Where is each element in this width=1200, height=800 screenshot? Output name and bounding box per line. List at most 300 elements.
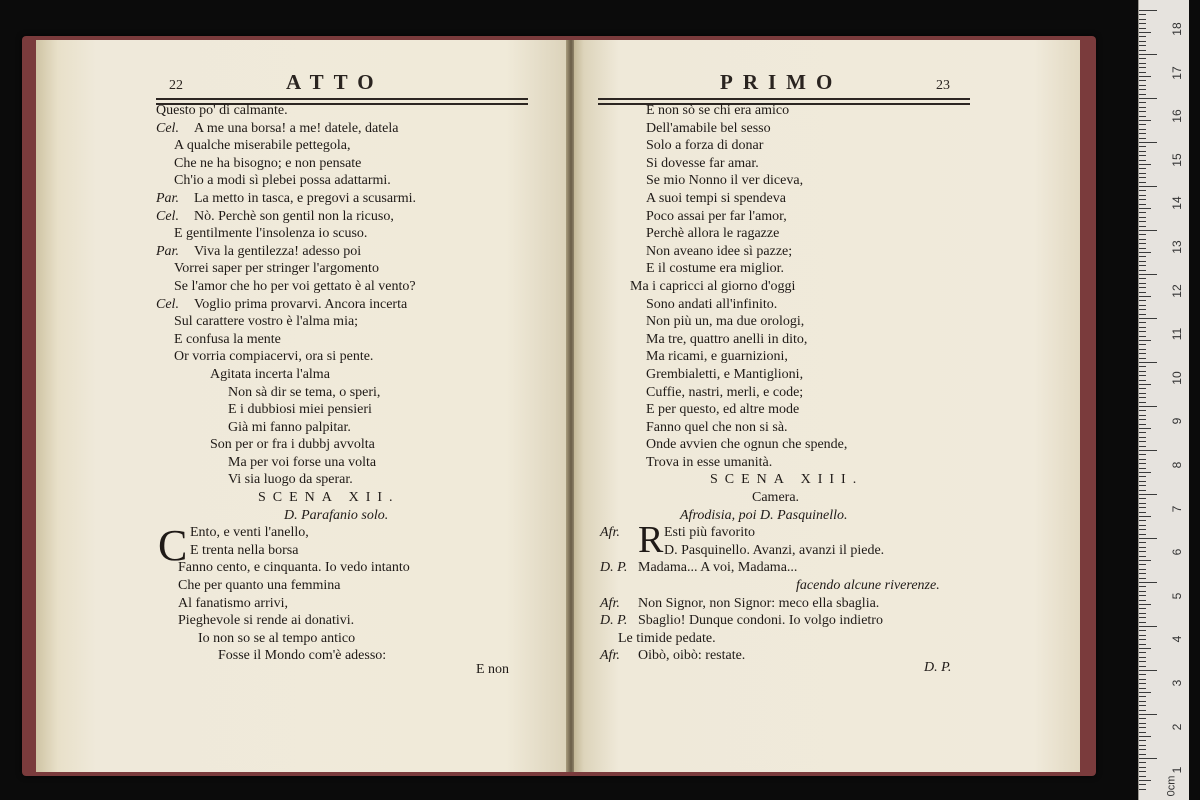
verse-text: Fanno cento, e cinquanta. Io vedo intanto	[178, 560, 410, 576]
ruler-tick	[1139, 208, 1151, 209]
ruler-tick	[1139, 745, 1146, 746]
scene-heading: SCENA XIII.	[710, 472, 864, 488]
ruler-tick	[1139, 380, 1146, 381]
ruler-tick	[1139, 415, 1146, 416]
ruler-number: 15	[1170, 153, 1184, 167]
ruler-tick	[1139, 28, 1146, 29]
text-line	[36, 577, 572, 595]
text-line	[574, 243, 1080, 261]
verse-text: Ma per voi forse una volta	[228, 454, 377, 470]
left-page-number: 22	[169, 78, 183, 93]
ruler-tick	[1139, 767, 1146, 768]
ruler-tick	[1139, 292, 1146, 293]
dialogue-line	[574, 647, 1080, 665]
ruler-number: 17	[1170, 65, 1184, 80]
ruler-tick	[1139, 538, 1157, 539]
verse-text: E non sò se chi era amico	[646, 103, 790, 118]
ruler-number: 2	[1170, 723, 1184, 730]
verse-text: Voglio prima provarvi. Ancora incerta	[194, 296, 408, 312]
text-line	[36, 155, 572, 173]
verse-text: A suoi tempi si spendeva	[646, 190, 786, 206]
verse-text: Fanno quel che non si sà.	[646, 419, 788, 435]
verse-text: Cuffie, nastri, merli, e code;	[646, 384, 804, 400]
ruler-tick	[1139, 72, 1146, 73]
ruler-tick	[1139, 287, 1146, 288]
ruler-tick	[1139, 239, 1146, 240]
verse-text: E confusa la mente	[174, 331, 281, 347]
measuring-ruler	[1138, 0, 1189, 800]
ruler-tick	[1139, 560, 1151, 561]
ruler-tick	[1139, 525, 1146, 526]
ruler-tick	[1139, 648, 1151, 649]
dialogue-text: Non Signor, non Signor: meco ella sbaglia.	[638, 595, 880, 611]
verse-text: Che per quanto una femmina	[178, 578, 341, 594]
verse-text: Fosse il Mondo com'è adesso:	[218, 648, 387, 664]
ruler-tick	[1139, 67, 1146, 68]
ruler-tick	[1139, 512, 1146, 513]
ruler-tick	[1139, 305, 1146, 306]
dialogue-line	[574, 630, 1080, 648]
ruler-tick	[1139, 212, 1146, 213]
ruler-tick	[1139, 644, 1146, 645]
ruler-tick	[1139, 190, 1146, 191]
text-line	[36, 559, 572, 577]
verse-text: Pieghevole si rende ai donativi.	[178, 613, 355, 629]
ruler-tick	[1139, 688, 1146, 689]
verse-text: E i dubbiosi miei pensieri	[228, 402, 372, 418]
text-line	[574, 401, 1080, 419]
ruler-number: 4	[1170, 636, 1184, 643]
verse-text: Nò. Perchè son gentil non la ricuso,	[194, 208, 394, 224]
ruler-tick	[1139, 164, 1151, 165]
text-line	[574, 155, 1080, 173]
text-line	[36, 401, 572, 419]
verse-text: Sono andati all'infinito.	[646, 296, 778, 312]
ruler-tick	[1139, 85, 1146, 86]
ruler-tick	[1139, 300, 1146, 301]
ruler-tick	[1139, 89, 1146, 90]
ruler-tick	[1139, 754, 1146, 755]
ruler-tick	[1139, 705, 1146, 706]
text-line	[36, 630, 572, 648]
ruler-number: 12	[1170, 283, 1184, 298]
ruler-tick	[1139, 80, 1146, 81]
ruler-tick	[1139, 441, 1146, 442]
ruler-tick	[1139, 472, 1151, 473]
ruler-tick	[1139, 494, 1157, 495]
ruler-tick	[1139, 318, 1157, 319]
verse-text: Se l'amor che ho per voi gettato è al vento?	[174, 278, 416, 294]
text-line	[36, 225, 572, 243]
left-page-text	[36, 102, 572, 665]
dialogue-line	[574, 559, 1080, 577]
speaker-label: D. P.	[600, 560, 628, 576]
text-line	[574, 225, 1080, 243]
speaker-label: Afr.	[600, 595, 620, 611]
text-line	[36, 278, 572, 296]
ruler-tick	[1139, 340, 1151, 341]
ruler-tick	[1139, 450, 1157, 451]
verse-text: Si dovesse far amar.	[646, 155, 759, 171]
scene-heading: SCENA XII.	[258, 490, 400, 506]
verse-text: Se mio Nonno il ver diceva,	[646, 173, 804, 189]
text-line	[36, 366, 572, 384]
ruler-tick	[1139, 283, 1146, 284]
speaker-label: D. P.	[600, 613, 628, 629]
ruler-tick	[1139, 397, 1146, 398]
scene-cast: D. Parafanio solo.	[284, 507, 389, 523]
ruler-tick	[1139, 133, 1146, 134]
text-line	[574, 102, 1080, 120]
ruler-tick	[1139, 406, 1157, 407]
ruler-tick	[1139, 710, 1146, 711]
ruler-tick	[1139, 375, 1146, 376]
ruler-tick	[1139, 98, 1157, 99]
ruler-tick	[1139, 485, 1146, 486]
ruler-tick	[1139, 503, 1146, 504]
ruler-tick	[1139, 142, 1157, 143]
dialogue-text: Oibò, oibò: restate.	[638, 648, 746, 664]
ruler-tick	[1139, 155, 1146, 156]
ruler-tick	[1139, 322, 1146, 323]
ruler-number: 10	[1170, 371, 1184, 385]
ruler-tick	[1139, 252, 1151, 253]
ruler-tick	[1139, 490, 1146, 491]
verse-text: Dell'amabile bel sesso	[646, 120, 771, 136]
ruler-tick	[1139, 622, 1146, 623]
ruler-tick	[1139, 402, 1146, 403]
verse-text: Questo po' di calmante.	[156, 103, 288, 118]
ruler-tick	[1139, 261, 1146, 262]
ruler-tick	[1139, 600, 1146, 601]
ruler-tick	[1139, 419, 1146, 420]
ruler-tick	[1139, 331, 1146, 332]
ruler-tick	[1139, 14, 1146, 15]
right-running-head: PRIMO	[720, 70, 843, 94]
ruler-tick	[1139, 226, 1146, 227]
ruler-tick	[1139, 776, 1146, 777]
ruler-number: 13	[1170, 240, 1184, 254]
ruler-tick	[1139, 129, 1146, 130]
text-line	[36, 471, 572, 489]
right-page-number: 23	[936, 78, 950, 93]
ruler-tick	[1139, 749, 1146, 750]
ruler-tick	[1139, 41, 1146, 42]
ruler-tick	[1139, 32, 1151, 33]
text-line	[574, 296, 1080, 314]
ruler-number: 16	[1170, 109, 1184, 123]
text-line	[574, 260, 1080, 278]
ruler-tick	[1139, 454, 1146, 455]
verse-text: Ento, e venti l'anello,	[190, 525, 309, 541]
ruler-number: 11	[1170, 327, 1184, 341]
text-line	[36, 120, 572, 138]
speaker-label: Cel.	[156, 208, 179, 224]
ruler-tick	[1139, 679, 1146, 680]
verse-text: Vorrei saper per stringer l'argomento	[174, 261, 379, 277]
ruler-tick	[1139, 718, 1146, 719]
catchword: D. P.	[924, 660, 952, 675]
ruler-tick	[1139, 182, 1146, 183]
ruler-tick	[1139, 551, 1146, 552]
ruler-tick	[1139, 58, 1146, 59]
ruler-tick	[1139, 437, 1146, 438]
verse-text: A qualche miserabile pettegola,	[174, 138, 351, 154]
verse-text: Agitata incerta l'alma	[210, 366, 330, 382]
catchword: E non	[476, 662, 510, 677]
text-line	[36, 208, 572, 226]
ruler-tick	[1139, 507, 1146, 508]
verse-text: Ma i capricci al giorno d'oggi	[630, 278, 796, 294]
ruler-number: 14	[1170, 196, 1184, 211]
ruler-tick	[1139, 410, 1146, 411]
ruler-tick	[1139, 256, 1146, 257]
dialogue-line	[574, 577, 1080, 595]
speaker-label: Par.	[156, 243, 179, 259]
ruler-tick	[1139, 547, 1146, 548]
ruler-tick	[1139, 657, 1146, 658]
ruler-tick	[1139, 670, 1157, 671]
drop-capital: R	[638, 519, 664, 562]
ruler-tick	[1139, 314, 1146, 315]
verse-text: E il costume era miglior.	[646, 261, 785, 277]
ruler-tick	[1139, 344, 1146, 345]
right-page-text	[574, 102, 1080, 665]
verse-text: Viva la gentilezza! adesso poi	[194, 243, 362, 259]
ruler-tick	[1139, 626, 1157, 627]
ruler-tick	[1139, 674, 1146, 675]
text-line	[574, 384, 1080, 402]
text-line	[574, 208, 1080, 226]
ruler-tick	[1139, 388, 1146, 389]
ruler-tick	[1139, 723, 1146, 724]
text-line	[574, 436, 1080, 454]
text-line	[574, 419, 1080, 437]
ruler-tick	[1139, 520, 1146, 521]
ruler-tick	[1139, 102, 1146, 103]
ruler-tick	[1139, 780, 1151, 781]
verse-text: Or vorria compiacervi, ora si pente.	[174, 349, 374, 365]
ruler-tick	[1139, 111, 1146, 112]
ruler-tick	[1139, 270, 1146, 271]
ruler-tick	[1139, 10, 1157, 11]
ruler-tick	[1139, 384, 1151, 385]
ruler-tick	[1139, 234, 1146, 235]
ruler-tick	[1139, 617, 1146, 618]
speaker-label: Cel.	[156, 296, 179, 312]
text-line	[36, 313, 572, 331]
ruler-tick	[1139, 639, 1146, 640]
ruler-tick	[1139, 784, 1146, 785]
ruler-tick	[1139, 740, 1146, 741]
verse-text: Al fanatismo arrivi,	[178, 595, 289, 611]
text-line	[36, 243, 572, 261]
left-page	[36, 40, 572, 772]
text-line	[574, 348, 1080, 366]
ruler-number: 3	[1170, 679, 1184, 687]
ruler-tick	[1139, 160, 1146, 161]
ruler-tick	[1139, 604, 1151, 605]
verse-text: Perchè allora le ragazze	[646, 226, 780, 242]
ruler-tick	[1139, 428, 1151, 429]
ruler-tick	[1139, 94, 1146, 95]
ruler-tick	[1139, 666, 1146, 667]
ruler-tick	[1139, 468, 1146, 469]
ruler-tick	[1139, 199, 1146, 200]
ruler-number: 9	[1170, 418, 1184, 425]
ruler-tick	[1139, 248, 1146, 249]
text-line	[36, 190, 572, 208]
ruler-number: 7	[1170, 505, 1184, 512]
ruler-tick	[1139, 630, 1146, 631]
ruler-unit-label: 0cm	[1165, 775, 1178, 797]
ruler-tick	[1139, 173, 1146, 174]
text-line	[36, 331, 572, 349]
text-line	[36, 172, 572, 190]
ruler-tick	[1139, 516, 1151, 517]
right-page	[574, 40, 1080, 772]
ruler-tick	[1139, 732, 1146, 733]
ruler-tick	[1139, 349, 1146, 350]
verse-text: Sul carattere vostro è l'alma mia;	[174, 314, 359, 330]
ruler-tick	[1139, 564, 1146, 565]
verse-text: E trenta nella borsa	[190, 542, 299, 558]
ruler-tick	[1139, 529, 1146, 530]
ruler-tick	[1139, 692, 1151, 693]
text-line	[574, 190, 1080, 208]
ruler-tick	[1139, 217, 1146, 218]
text-line	[36, 419, 572, 437]
ruler-tick	[1139, 683, 1146, 684]
dialogue-line	[574, 595, 1080, 613]
ruler-tick	[1139, 661, 1146, 662]
ruler-tick	[1139, 595, 1146, 596]
text-line	[574, 137, 1080, 155]
text-line	[574, 313, 1080, 331]
dialogue-line	[574, 612, 1080, 630]
verse-text: Son per or fra i dubbj avvolta	[210, 437, 375, 453]
verse-text: E per questo, ed altre mode	[646, 402, 800, 418]
text-line	[36, 137, 572, 155]
ruler-tick	[1139, 727, 1146, 728]
ruler-tick	[1139, 120, 1151, 121]
speaker-label: Afr.	[600, 648, 620, 664]
ruler-tick	[1139, 446, 1146, 447]
ruler-number: 18	[1170, 22, 1184, 36]
ruler-tick	[1139, 608, 1146, 609]
dialogue-text: Le timide pedate.	[618, 630, 716, 646]
verse-text: Solo a forza di donar	[646, 138, 764, 154]
speaker-label: Cel.	[156, 120, 179, 136]
ruler-tick	[1139, 366, 1146, 367]
verse-text: Non sà dir se tema, o speri,	[228, 384, 381, 400]
ruler-number: 5	[1170, 592, 1184, 600]
ruler-tick	[1139, 50, 1146, 51]
ruler-tick	[1139, 714, 1157, 715]
verse-text: Già mi fanno palpitar.	[228, 419, 351, 435]
verse-text: Non più un, ma due orologi,	[646, 314, 805, 330]
ruler-tick	[1139, 296, 1151, 297]
ruler-tick	[1139, 336, 1146, 337]
dialogue-text: Sbaglio! Dunque condoni. Io volgo indietro	[638, 613, 883, 629]
verse-text: Non aveano idee sì pazze;	[646, 243, 793, 259]
ruler-tick	[1139, 274, 1157, 275]
text-line	[36, 595, 572, 613]
ruler-tick	[1139, 327, 1146, 328]
ruler-tick	[1139, 54, 1157, 55]
ruler-tick	[1139, 652, 1146, 653]
ruler-tick	[1139, 534, 1146, 535]
ruler-tick	[1139, 758, 1157, 759]
text-line	[574, 366, 1080, 384]
text-line	[36, 102, 572, 120]
ruler-tick	[1139, 578, 1146, 579]
ruler-tick	[1139, 393, 1146, 394]
ruler-tick	[1139, 542, 1146, 543]
ruler-tick	[1139, 76, 1151, 77]
ruler-tick	[1139, 309, 1146, 310]
ruler-tick	[1139, 186, 1157, 187]
ruler-tick	[1139, 362, 1157, 363]
ruler-tick	[1139, 613, 1146, 614]
verse-text: La metto in tasca, e pregovi a scusarmi.	[194, 190, 416, 206]
ruler-tick	[1139, 19, 1146, 20]
ruler-tick	[1139, 138, 1146, 139]
ruler-number: 1	[1170, 766, 1184, 774]
text-line	[36, 384, 572, 402]
ruler-tick	[1139, 124, 1146, 125]
ruler-tick	[1139, 204, 1146, 205]
ruler-tick	[1139, 221, 1146, 222]
ruler-tick	[1139, 371, 1146, 372]
verse-text: E gentilmente l'insolenza io scuso.	[174, 226, 368, 242]
verse-text: Che ne ha bisogno; e non pensate	[174, 155, 362, 171]
ruler-number: 8	[1170, 461, 1184, 469]
ruler-number: 6	[1170, 548, 1184, 556]
ruler-tick	[1139, 45, 1146, 46]
speaker-label: Par.	[156, 190, 179, 206]
ruler-tick	[1139, 23, 1146, 24]
scene-cast: Afrodisia, poi D. Pasquinello.	[680, 507, 848, 523]
scene-place: Camera.	[752, 490, 800, 506]
text-line	[36, 296, 572, 314]
ruler-tick	[1139, 762, 1146, 763]
verse-text: Ma tre, quattro anelli in dito,	[646, 331, 808, 347]
speaker-label: Afr.	[600, 525, 620, 541]
ruler-tick	[1139, 591, 1146, 592]
ruler-tick	[1139, 476, 1146, 477]
ruler-tick	[1139, 278, 1146, 279]
ruler-tick	[1139, 168, 1146, 169]
verse-text: A me una borsa! a me! datele, datela	[194, 120, 399, 136]
ruler-tick	[1139, 569, 1146, 570]
ruler-tick	[1139, 736, 1151, 737]
ruler-tick	[1139, 424, 1146, 425]
text-line	[574, 172, 1080, 190]
text-line	[36, 524, 572, 542]
text-line	[574, 278, 1080, 296]
dialogue-line	[574, 542, 1080, 560]
ruler-tick	[1139, 582, 1157, 583]
verse-text: Vi sia luogo da sperar.	[228, 472, 353, 488]
dialogue-text: facendo alcune riverenze.	[796, 578, 940, 594]
ruler-tick	[1139, 265, 1146, 266]
text-line	[574, 331, 1080, 349]
ruler-tick	[1139, 498, 1146, 499]
ruler-tick	[1139, 151, 1146, 152]
text-line	[36, 348, 572, 366]
ruler-tick	[1139, 63, 1146, 64]
